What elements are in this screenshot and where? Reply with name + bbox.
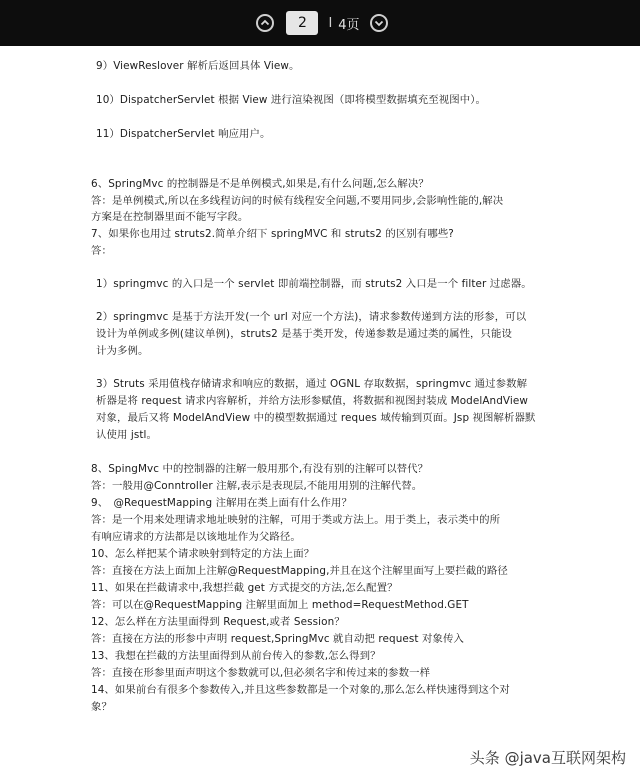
page-separator: I [328,15,333,31]
question-heading: 8、SpingMvc 中的控制器的注解一般用那个,有没有别的注解可以替代？ [91,463,429,475]
doc-line: 9）ViewReslover 解析后返回具体 View。 [96,60,300,72]
doc-line: 对象，最后又将 ModelAndView 中的模型数据通过 reques 域传输到页面。Jsp 视图解析器默 [96,412,536,424]
doc-line: 象？ [91,701,112,713]
prev-page-button[interactable] [256,14,274,32]
total-pages: 4页 [338,17,360,33]
next-page-button[interactable] [370,14,388,32]
question-heading: 7、如果你也用过 struts2.简单介绍下 springMVC 和 struts2 的区别有哪些? [91,228,454,240]
doc-line: 析器是将 request 请求内容解析，并给方法形参赋值，将数据和视图封装成 ModelAndView [96,395,528,407]
question-heading: 6、SpringMvc 的控制器是不是单例模式,如果是,有什么问题,怎么解决？ [91,178,429,190]
chevron-down-icon [374,18,384,28]
doc-line: 11）DispatcherServlet 响应用户。 [96,128,271,140]
doc-line: 答：一般用@Conntroller 注解,表示是表现层,不能用用别的注解代替。 [91,480,423,492]
source-watermark: 头条 @java互联网架构 [469,749,626,767]
doc-line: 答：是一个用来处理请求地址映射的注解，可用于类或方法上。用于类上，表示类中的所 [91,514,501,526]
doc-line: 答：直接在方法上面加上注解@RequestMapping,并且在这个注解里面写上要拦截的路径 [91,565,508,577]
doc-line: 3）Struts 采用值栈存储请求和响应的数据，通过 OGNL 存取数据，springmvc 通过参数解 [96,378,528,390]
doc-line: 方案是在控制器里面不能写字段。 [91,211,249,223]
doc-line: 1）springmvc 的入口是一个 servlet 即前端控制器，而 struts2 入口是一个 filter 过虑器。 [96,278,532,290]
question-heading: 9、 @RequestMapping 注解用在类上面有什么作用？ [91,497,352,509]
document-page [0,46,640,778]
page-number-input[interactable]: 2 [286,11,318,35]
doc-line: 计为多例。 [96,345,149,357]
pager [256,11,387,35]
doc-line: 有响应请求的方法都是以该地址作为父路径。 [91,531,301,543]
doc-line: 认使用 jstl。 [96,429,158,441]
doc-line: 答： [91,245,112,257]
doc-line: 10）DispatcherServlet 根据 View 进行渲染视图（即将模型数据填充至视图中）。 [96,94,487,106]
doc-line: 设计为单例或多例(建议单例)，struts2 是基于类开发，传递参数是通过类的属性，只能设 [96,328,513,340]
question-heading: 12、怎么样在方法里面得到 Request,或者 Session？ [91,616,345,628]
question-heading: 13、我想在拦截的方法里面得到从前台传入的参数,怎么得到？ [91,650,381,662]
question-heading: 10、怎么样把某个请求映射到特定的方法上面？ [91,548,315,560]
doc-line: 答：是单例模式,所以在多线程访问的时候有线程安全问题,不要用同步,会影响性能的,解决 [91,195,504,207]
viewer-toolbar [0,0,640,46]
doc-line: 答：可以在@RequestMapping 注解里面加上 method=RequestMethod.GET [91,599,469,611]
question-heading: 14、如果前台有很多个参数传入,并且这些参数都是一个对象的,那么怎么样快速得到这个对 [91,684,510,696]
doc-line: 2）springmvc 是基于方法开发(一个 url 对应一个方法)，请求参数传递到方法的形参，可以 [96,311,527,323]
doc-line: 答：直接在方法的形参中声明 request,SpringMvc 就自动把 request 对象传入 [91,633,464,645]
doc-line: 答：直接在形参里面声明这个参数就可以,但必须名字和传过来的参数一样 [91,667,431,679]
question-heading: 11、如果在拦截请求中,我想拦截 get 方式提交的方法,怎么配置？ [91,582,398,594]
chevron-up-icon [260,18,270,28]
